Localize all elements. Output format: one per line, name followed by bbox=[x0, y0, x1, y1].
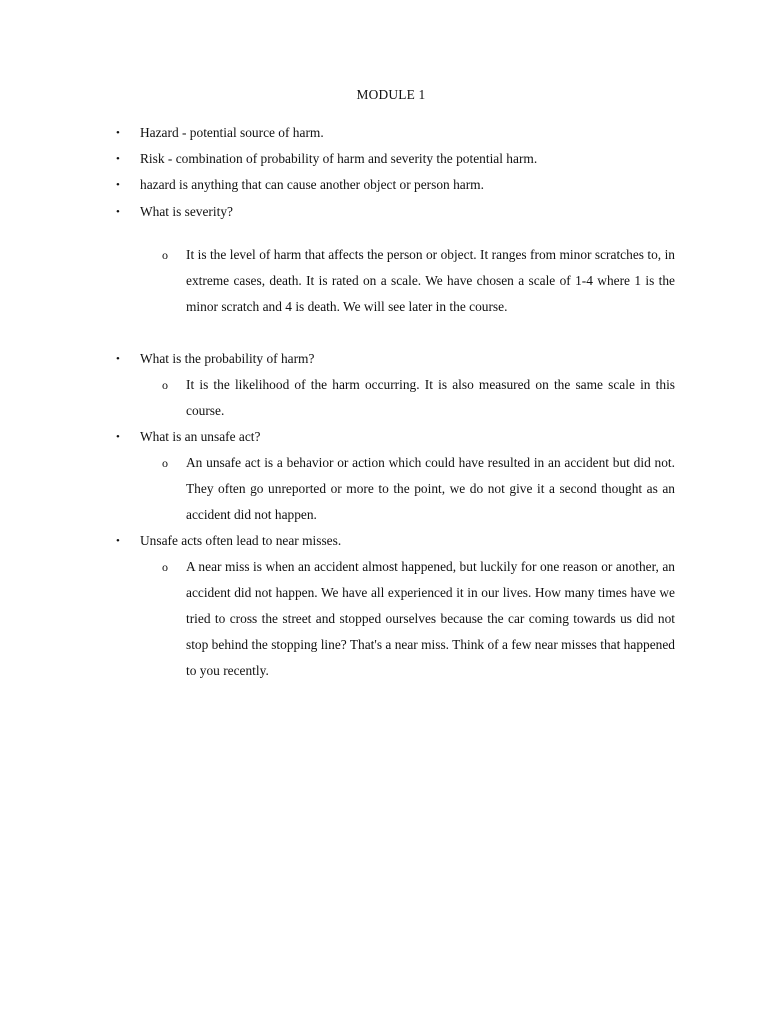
bullet-icon: • bbox=[116, 127, 120, 139]
bullet-icon: • bbox=[116, 153, 120, 165]
sub-item-text: It is the likelihood of the harm occurring. It is also measured on the same scale in this course. bbox=[186, 377, 675, 418]
page-title: MODULE 1 bbox=[356, 87, 426, 102]
bullet-icon: • bbox=[116, 431, 120, 443]
sub-item-text: A near miss is when an accident almost happened, but luckily for one reason or another, an accident did not happen. We have all experienced it in our lives. How many times have we tried to cross the street and stopped ourselves because the car coming towards us did not stop behind the stopping line? That's a near miss. Think of a few near misses that happened to you recently. bbox=[186, 559, 675, 678]
list-item-text: Unsafe acts often lead to near misses. bbox=[140, 533, 342, 548]
bullet-icon: • bbox=[116, 179, 120, 191]
circle-bullet-icon: o bbox=[162, 378, 168, 392]
sub-item-text: An unsafe act is a behavior or action which could have resulted in an accident but did not. They often go unreported or more to the point, we do not give it a second thought as an accident did not happen. bbox=[186, 455, 675, 522]
bullet-icon: • bbox=[116, 535, 120, 547]
circle-bullet-icon: o bbox=[162, 456, 168, 470]
list-item-text: What is the probability of harm? bbox=[140, 351, 315, 366]
list-item-text: What is an unsafe act? bbox=[140, 429, 261, 444]
circle-bullet-icon: o bbox=[162, 560, 168, 574]
sub-item-text: It is the level of harm that affects the person or object. It ranges from minor scratches to, in extreme cases, death. It is rated on a scale. We have chosen a scale of 1-4 where 1 is the minor scratch and 4 is death. We will see later in the course. bbox=[186, 247, 675, 314]
circle-bullet-icon: o bbox=[162, 248, 168, 262]
list-item-text: Hazard - potential source of harm. bbox=[140, 125, 324, 140]
list-item-text: Risk - combination of probability of harm and severity the potential harm. bbox=[140, 151, 538, 166]
bullet-icon: • bbox=[116, 353, 120, 365]
list-item-text: hazard is anything that can cause another object or person harm. bbox=[140, 177, 484, 192]
bullet-icon: • bbox=[116, 206, 120, 218]
list-item-text: What is severity? bbox=[140, 204, 233, 219]
